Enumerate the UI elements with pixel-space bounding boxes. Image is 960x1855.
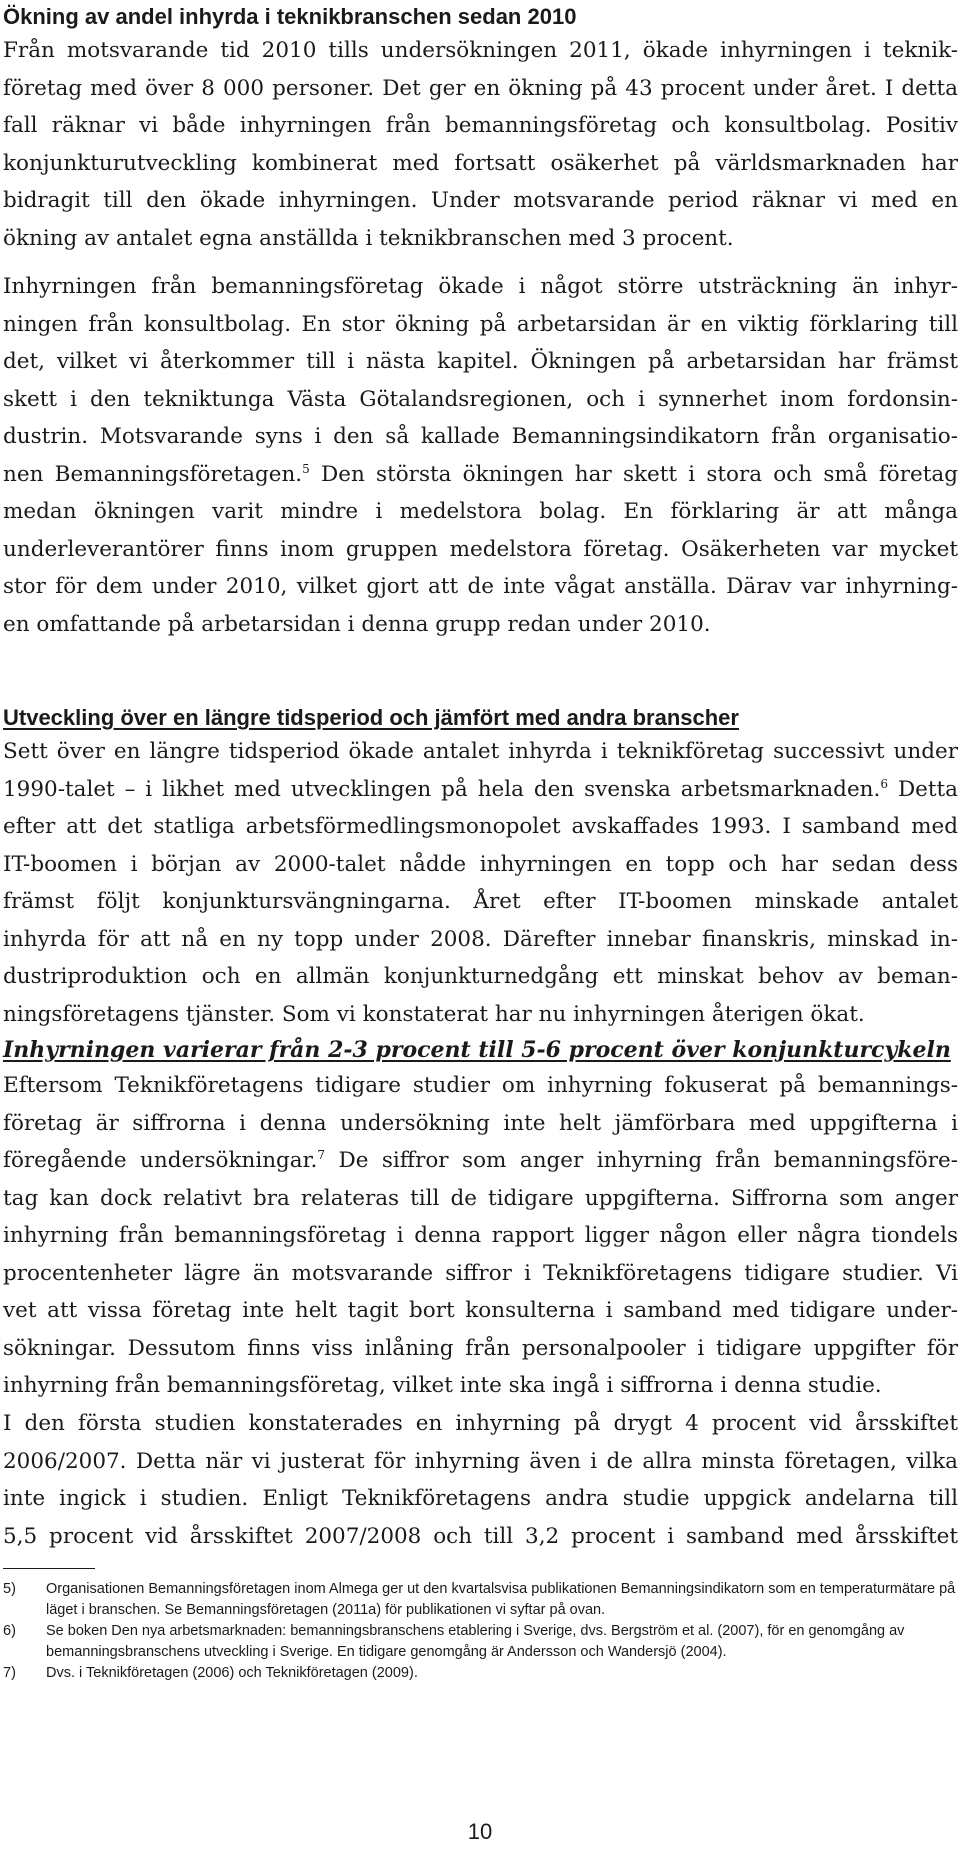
paragraph-long-term xyxy=(3,733,958,1033)
text-line: ningsföretagens tjänster. Som vi konstaterat har nu inhyrningen återigen ökat. xyxy=(3,1001,865,1027)
text-fragment: föregående undersökningar. xyxy=(3,1148,318,1173)
text-line: 5,5 procent vid årsskiftet 2007/2008 och till 3,2 procent i samband med årsskiftet xyxy=(3,1523,958,1549)
text-line xyxy=(3,456,958,494)
text-line: bidragit till den ökade inhyrningen. Under motsvarande period räknar vi med en xyxy=(3,188,958,213)
text-line: fall räknar vi både inhyrningen från bemanningsföretag och konsultbolag. Positiv xyxy=(3,113,958,138)
text-line: inhyrning från bemanningsföretag i denna rapport ligger någon eller några tiondels xyxy=(3,1223,958,1248)
text-line xyxy=(3,1142,958,1180)
text-line: konjunkturutveckling kombinerat med fortsatt osäkerhet på världsmarknaden har xyxy=(3,150,958,176)
text-line: företag med över 8 000 personer. Det ger en ökning på 43 procent under året. I detta xyxy=(3,75,958,101)
text-line: inte ingick i studien. Enligt Teknikföretagens andra studie uppgick andelarna till xyxy=(3,1486,958,1511)
text-line: främst följt konjunktursvängningarna. Året efter IT-boomen minskade antalet xyxy=(3,889,958,914)
footnote-number: 7) xyxy=(3,1665,16,1681)
text-line: inhyrda för att nå en ny topp under 2008. Därefter innebar finanskris, minskad in- xyxy=(3,926,958,952)
footnote-divider xyxy=(3,1568,95,1569)
footnote-number: 5) xyxy=(3,1581,16,1597)
footnote-ref-6[interactable]: 6 xyxy=(880,776,888,791)
text-fragment: Detta xyxy=(888,776,959,802)
text-line: dustrin. Motsvarande syns i den så kallade Bemanningsindikatorn från organisatio- xyxy=(3,424,958,449)
text-line: procentenheter lägre än motsvarande siffror i Teknikföretagens tidigare studier. Vi xyxy=(3,1260,958,1286)
text-line: underleverantörer finns inom gruppen medelstora företag. Osäkerheten var mycket xyxy=(3,536,958,562)
text-line: vet att vissa företag inte helt tagit bort konsulterna i samband med tidigare under- xyxy=(3,1298,958,1323)
text-line: företag är siffrorna i denna undersökning inte helt jämförbara med uppgifterna i xyxy=(3,1110,958,1136)
footnote-6 xyxy=(3,1621,958,1663)
paragraph-increase-intro xyxy=(3,32,958,257)
footnote-text: Organisationen Bemanningsföretagen inom Almega ger ut den kvartalsvisa publikationen Bemanningsindikatorn som en temperaturmätare på läget i branschen. Se Bemanningsföretagen (2011a) för publikationen vi syftar på ovan. xyxy=(46,1581,956,1618)
text-line: Från motsvarande tid 2010 tills undersökningen 2011, ökade inhyrningen i teknik- xyxy=(3,38,958,63)
section-heading-long-term: Utveckling över en längre tidsperiod och jämfört med andra branscher xyxy=(3,705,739,730)
text-line: dustriproduktion och en allmän konjunkturnedgång ett minskat behov av beman- xyxy=(3,964,958,989)
text-line: Eftersom Teknikföretagens tidigare studier om inhyrning fokuserat på bemannings- xyxy=(3,1073,958,1098)
text-line: medan ökningen varit mindre i medelstora bolag. En förklaring är att många xyxy=(3,499,958,524)
footnote-7 xyxy=(3,1663,958,1684)
text-line: en omfattande på arbetarsidan i denna grupp redan under 2010. xyxy=(3,611,711,637)
text-fragment: 1990-talet – i likhet med utvecklingen på hela den svenska arbetsmarknaden. xyxy=(3,776,881,802)
text-line: IT-boomen i början av 2000-talet nådde inhyrningen en topp och har sedan dess xyxy=(3,851,958,877)
text-line: Inhyrningen från bemanningsföretag ökade i något större utsträckning än inhyr- xyxy=(3,274,958,299)
text-line: sökningar. Dessutom finns viss inlåning från personalpooler i tidigare uppgifter för xyxy=(3,1335,958,1361)
text-fragment: nen Bemanningsföretagen. xyxy=(3,461,303,487)
footnote-ref-5[interactable]: 5 xyxy=(302,461,310,476)
section-heading-cycle: Inhyrningen varierar från 2-3 procent till 5-6 procent över konjunkturcykeln xyxy=(3,1037,951,1063)
text-line: ningen från konsultbolag. En stor ökning på arbetarsidan är en viktig förklaring till xyxy=(3,311,958,337)
footnote-ref-7[interactable]: 7 xyxy=(317,1147,326,1162)
footnote-number: 6) xyxy=(3,1623,16,1639)
page-number: 10 xyxy=(467,1819,493,1844)
text-line: Sett över en längre tidsperiod ökade antalet inhyrda i teknikföretag successivt under xyxy=(3,739,958,764)
text-line: skett i den tekniktunga Västa Götalandsregionen, och i synnerhet inom fordonsin- xyxy=(3,386,958,412)
paragraph-earlier-studies xyxy=(3,1405,958,1555)
text-line: efter att det statliga arbetsförmedlingsmonopolet avskaffades 1993. I samband med xyxy=(3,814,958,839)
text-fragment: De siffror som anger inhyrning från bemanningsföre- xyxy=(325,1148,958,1173)
text-line: det, vilket vi återkommer till i nästa kapitel. Ökningen på arbetarsidan har främst xyxy=(3,349,958,374)
section-heading-increase: Ökning av andel inhyrda i teknikbranschen sedan 2010 xyxy=(3,4,577,29)
footnote-text: Se boken Den nya arbetsmarknaden: bemanningsbranschens etablering i Sverige, dvs. Bergström et al. (2007), för en genomgång av bemanningsbranschens utveckling i Sverige. En tidigare genomgång är Andersson och Wandersjö (2004). xyxy=(46,1623,905,1660)
footnote-text: Dvs. i Teknikföretagen (2006) och Teknikföretagen (2009). xyxy=(46,1665,418,1681)
text-line: ökning av antalet egna anställda i teknikbranschen med 3 procent. xyxy=(3,225,734,251)
text-line: I den första studien konstaterades en inhyrning på drygt 4 procent vid årsskiftet xyxy=(3,1411,958,1436)
paragraph-staffing-vs-consulting xyxy=(3,268,958,643)
text-line: stor för dem under 2010, vilket gjort att de inte vågat anställa. Därav var inhyrning- xyxy=(3,574,958,599)
text-line xyxy=(3,771,958,809)
text-line: tag kan dock relativt bra relateras till de tidigare uppgifterna. Siffrorna som anger xyxy=(3,1185,958,1211)
text-line: inhyrning från bemanningsföretag, vilket inte ska ingå i siffrorna i denna studie. xyxy=(3,1373,882,1398)
text-fragment: Den största ökningen har skett i stora och små företag xyxy=(309,461,958,487)
text-line: 2006/2007. Detta när vi justerat för inhyrning även i de allra minsta företagen, vilka xyxy=(3,1448,958,1474)
footnote-5 xyxy=(3,1579,958,1621)
paragraph-comparability xyxy=(3,1067,958,1405)
footnotes xyxy=(3,1579,958,1684)
